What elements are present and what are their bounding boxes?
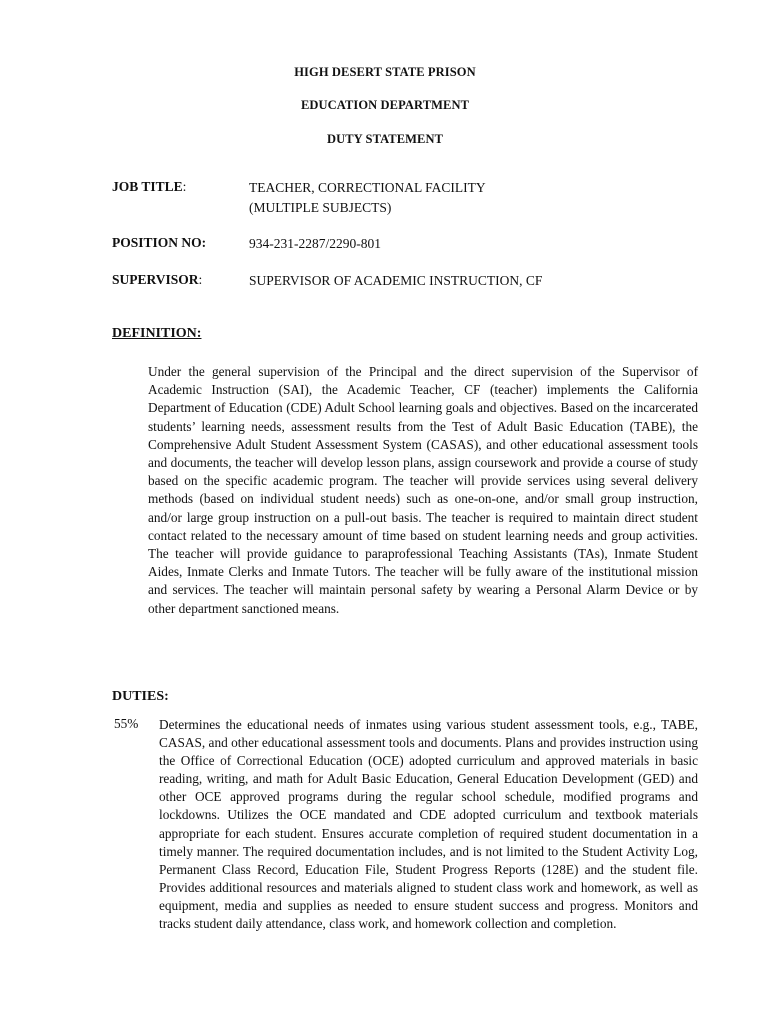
position-no-label: POSITION NO:: [112, 235, 207, 250]
job-title-label: JOB TITLE:: [112, 179, 187, 194]
job-title-value-line2: (MULTIPLE SUBJECTS): [249, 200, 392, 215]
supervisor-label: SUPERVISOR:: [112, 272, 203, 287]
definition-heading: DEFINITION:: [112, 326, 202, 341]
document-title: DUTY STATEMENT: [326, 132, 444, 146]
job-title-value: [249, 178, 486, 218]
duty-percentage: 55%: [114, 716, 139, 731]
position-no-value: 934-231-2287/2290-801: [249, 236, 381, 251]
institution-title: HIGH DESERT STATE PRISON: [294, 65, 476, 79]
department-title: EDUCATION DEPARTMENT: [300, 98, 470, 112]
definition-paragraph: Under the general supervision of the Principal and the direct supervision of the Supervisor of Academic Instruction (SAI), the Academic Teacher, CF (teacher) implements the California Department of Education (CDE) Adult School learning goals and objectives. Based on the incarcerated students’ learning needs, assessment results from the Test of Adult Basic Education (TABE), the Comprehensive Adult Student Assessment System (CASAS), and other educational assessment tools and documents, the teacher will develop lesson plans, assign coursework and provide a course of study based on the specific academic program. The teacher will provide services using several delivery methods (based on individual student needs) such as one-on-one, and/or small group instruction, and/or large group instruction on a pull-out basis. The teacher is required to maintain direct student contact related to the necessary amount of time based on student learning needs and group activities. The teacher will provide guidance to paraprofessional Teaching Assistants (TAs), Inmate Student Aides, Inmate Clerks and Inmate Tutors. The teacher will be fully aware of the institutional mission and services. The teacher will maintain personal safety by wearing a Personal Alarm Device or by other department sanctioned means.: [148, 364, 698, 616]
supervisor-value: SUPERVISOR OF ACADEMIC INSTRUCTION, CF: [249, 273, 543, 288]
duties-heading: DUTIES:: [112, 689, 169, 704]
job-title-value-line1: TEACHER, CORRECTIONAL FACILITY: [249, 180, 486, 195]
duty-description: Determines the educational needs of inmates using various student assessment tools, e.g., TABE, CASAS, and other educational assessment tools and documents. Plans and provides instruction using the Office of Correctional Education (OCE) adopted curriculum and approved materials in basic reading, writing, and math for Adult Basic Education, General Education Development (GED) and other OCE approved programs during the regular school schedule, modified programs and lockdowns. Utilizes the OCE mandated and CDE adopted curriculum and textbook materials appropriate for each student. Ensures accurate completion of required student documentation in a timely manner. The required documentation includes, and is not limited to the Student Activity Log, Permanent Class Record, Education File, Student Progress Reports (128E) and the student file. Provides additional resources and materials aligned to student class work and homework, as well as equipment, media and supplies as needed to ensure student success and progress. Monitors and tracks student daily attendance, class work, and homework collection and completion.: [159, 717, 698, 932]
